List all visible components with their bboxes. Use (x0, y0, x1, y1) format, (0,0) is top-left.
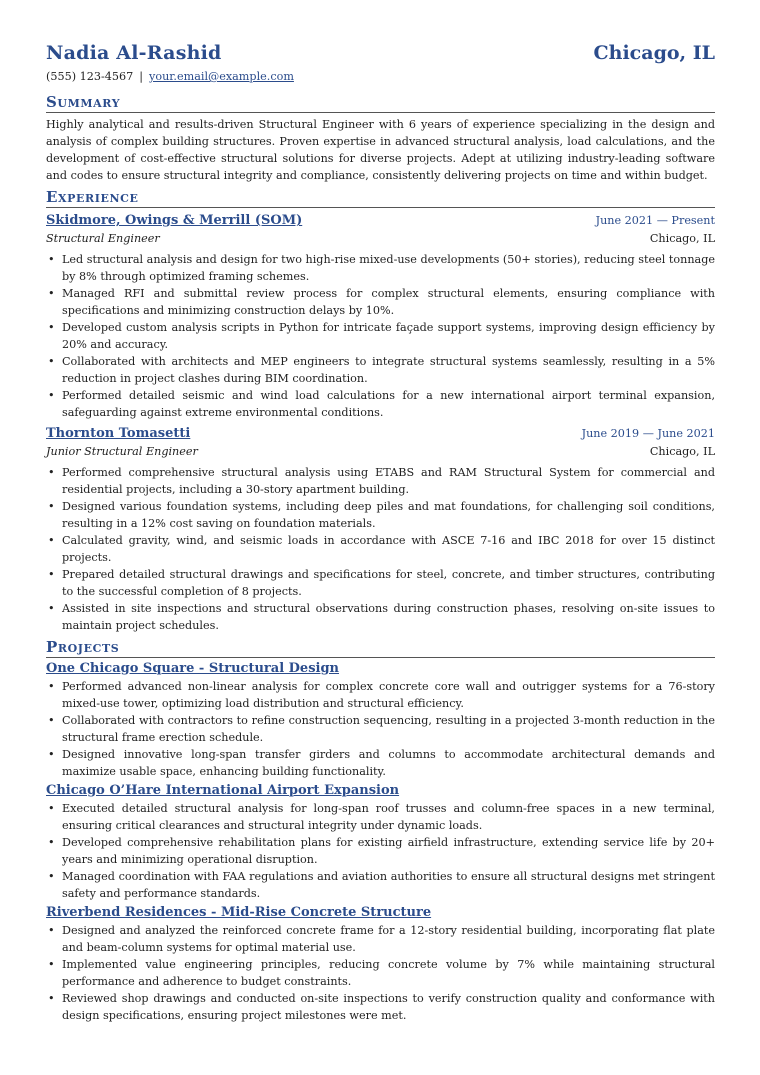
job-role-row (46, 443, 715, 460)
job-entry (46, 424, 715, 634)
bullet-item: • Led structural analysis and design for two high-rise mixed-use developments (50+ stories), reducing steel tonnage by 8% through optimized framing schemes. (62, 251, 715, 285)
job-location: Chicago, IL (649, 232, 715, 245)
bullet-item: • Developed custom analysis scripts in Python for intricate façade support systems, improving design efficiency by 20% and accuracy. (62, 319, 715, 353)
project-entry (46, 904, 715, 1024)
project-title: Chicago O’Hare International Airport Expansion (46, 783, 400, 798)
bullet-item: • Designed innovative long-span transfer girders and columns to accommodate architectural demands and maximize usable space, enhancing building functionality. (62, 746, 715, 780)
project-bullets (46, 678, 715, 780)
job-title: Structural Engineer (46, 232, 160, 245)
job-dates: June 2021 — Present (595, 214, 715, 227)
bullet-item: • Managed coordination with FAA regulations and aviation authorities to ensure all structural designs met stringent safety and performance standards. (62, 868, 715, 902)
bullet-item: • Implemented value engineering principles, reducing concrete volume by 7% while maintaining structural performance and adherence to budget constraints. (62, 956, 715, 990)
resume-header (46, 40, 715, 66)
candidate-name: Nadia Al-Rashid (46, 42, 222, 64)
email-link[interactable]: your.email@example.com (149, 70, 294, 83)
summary-heading: Summary (46, 93, 715, 113)
contact-separator: | (139, 70, 144, 83)
bullet-item: • Collaborated with contractors to refine construction sequencing, resulting in a projected 3-month reduction in the structural frame erection schedule. (62, 712, 715, 746)
bullet-item: • Calculated gravity, wind, and seismic loads in accordance with ASCE 7-16 and IBC 2018 for over 15 distinct projects. (62, 532, 715, 566)
bullet-item: • Performed detailed seismic and wind load calculations for a new international airport terminal expansion, safeguarding against extreme environmental conditions. (62, 387, 715, 421)
contact-line (46, 68, 715, 85)
bullet-item: • Developed comprehensive rehabilitation plans for existing airfield infrastructure, extending service life by 20+ years and minimizing operational disruption. (62, 834, 715, 868)
company-name: Thornton Tomasetti (46, 426, 191, 441)
job-bullets (46, 251, 715, 421)
job-title: Junior Structural Engineer (46, 445, 198, 458)
project-bullets (46, 800, 715, 902)
job-location: Chicago, IL (649, 445, 715, 458)
projects-heading: Projects (46, 638, 715, 658)
bullet-item: • Managed RFI and submittal review process for complex structural elements, ensuring compliance with specifications and minimizing construction delays by 10%. (62, 285, 715, 319)
bullet-item: • Reviewed shop drawings and conducted on-site inspections to verify construction quality and conformance with design specifications, ensuring project milestones were met. (62, 990, 715, 1024)
bullet-item: • Prepared detailed structural drawings and specifications for steel, concrete, and timber structures, contributing to the successful completion of 8 projects. (62, 566, 715, 600)
projects-section (46, 638, 715, 1024)
experience-section (46, 188, 715, 634)
project-entry (46, 660, 715, 780)
project-bullets (46, 922, 715, 1024)
bullet-item: • Designed various foundation systems, including deep piles and mat foundations, for challenging soil conditions, resulting in a 12% cost saving on foundation materials. (62, 498, 715, 532)
job-bullets (46, 464, 715, 634)
phone-number: (555) 123-4567 (46, 70, 134, 83)
bullet-item: • Collaborated with architects and MEP engineers to integrate structural systems seamlessly, resulting in a 5% reduction in project clashes during BIM coordination. (62, 353, 715, 387)
candidate-location: Chicago, IL (593, 42, 715, 64)
job-role-row (46, 230, 715, 247)
experience-heading: Experience (46, 188, 715, 208)
bullet-item: • Performed comprehensive structural analysis using ETABS and RAM Structural System for commercial and residential projects, including a 30-story apartment building. (62, 464, 715, 498)
project-title: Riverbend Residences - Mid-Rise Concrete Structure (46, 905, 432, 920)
job-header-row (46, 424, 715, 443)
bullet-item: • Executed detailed structural analysis for long-span roof trusses and column-free spaces in a new terminal, ensuring critical clearances and structural integrity under dynamic loads. (62, 800, 715, 834)
bullet-item: • Performed advanced non-linear analysis for complex concrete core wall and outrigger systems for a 76-story mixed-use tower, optimizing load distribution and structural efficiency. (62, 678, 715, 712)
job-entry (46, 211, 715, 421)
summary-text: Highly analytical and results-driven Structural Engineer with 6 years of experience specializing in the design and analysis of complex building structures. Proven expertise in advanced structural analysis, load calculations, and the development of cost-effective structural solutions for diverse projects. Adept at utilizing industry-leading software and codes to ensure structural integrity and compliance, consistently delivering projects on time and within budget. (46, 118, 715, 182)
resume-page (46, 40, 715, 1024)
job-header-row (46, 211, 715, 230)
bullet-item: • Designed and analyzed the reinforced concrete frame for a 12-story residential building, incorporating flat plate and beam-column systems for optimal material use. (62, 922, 715, 956)
bullet-item: • Assisted in site inspections and structural observations during construction phases, resolving on-site issues to maintain project schedules. (62, 600, 715, 634)
summary-section (46, 93, 715, 184)
project-title: One Chicago Square - Structural Design (46, 661, 340, 676)
company-name: Skidmore, Owings & Merrill (SOM) (46, 213, 303, 228)
job-dates: June 2019 — June 2021 (581, 427, 715, 440)
project-entry (46, 782, 715, 902)
